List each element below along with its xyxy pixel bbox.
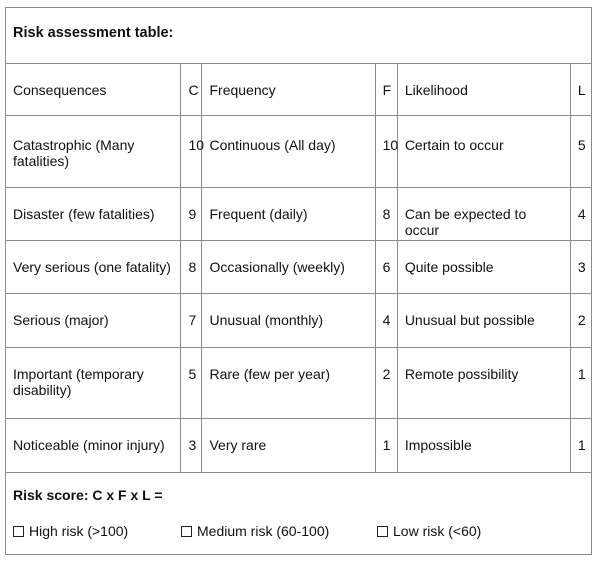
table-row <box>6 419 592 473</box>
frequency-cell: Rare (few per year) <box>202 348 375 419</box>
risk-table <box>5 63 592 473</box>
medium-risk-label: Medium risk (60-100) <box>197 523 330 539</box>
table-row <box>6 348 592 419</box>
header-likelihood: Likelihood <box>397 64 570 116</box>
table-row <box>6 294 592 348</box>
header-consequences: Consequences <box>6 64 181 116</box>
c-cell: 8 <box>181 241 202 294</box>
consequence-cell: Very serious (one fatality) <box>6 241 181 294</box>
risk-level-options <box>13 523 481 539</box>
l-cell: 1 <box>570 419 591 473</box>
c-cell: 3 <box>181 419 202 473</box>
consequence-cell: Serious (major) <box>6 294 181 348</box>
c-cell: 5 <box>181 348 202 419</box>
likelihood-cell: Remote possibility <box>397 348 570 419</box>
f-cell: 1 <box>375 419 397 473</box>
f-cell: 10 <box>375 116 397 188</box>
consequence-cell: Noticeable (minor injury) <box>6 419 181 473</box>
l-cell: 4 <box>570 188 591 241</box>
low-risk-label: Low risk (<60) <box>393 523 482 539</box>
medium-risk-option[interactable] <box>181 523 377 539</box>
c-cell: 9 <box>181 188 202 241</box>
checkbox-icon[interactable] <box>377 526 388 537</box>
checkbox-icon[interactable] <box>13 526 24 537</box>
c-cell: 10 <box>181 116 202 188</box>
f-cell: 6 <box>375 241 397 294</box>
table-row <box>6 241 592 294</box>
f-cell: 4 <box>375 294 397 348</box>
likelihood-cell: Can be expected to occur <box>397 188 570 241</box>
table-row <box>6 116 592 188</box>
l-cell: 5 <box>570 116 591 188</box>
f-cell: 2 <box>375 348 397 419</box>
header-l: L <box>570 64 591 116</box>
frequency-cell: Continuous (All day) <box>202 116 375 188</box>
header-frequency: Frequency <box>202 64 375 116</box>
low-risk-option[interactable] <box>377 523 481 539</box>
header-row <box>6 64 592 116</box>
l-cell: 3 <box>570 241 591 294</box>
likelihood-cell: Certain to occur <box>397 116 570 188</box>
header-c: C <box>181 64 202 116</box>
table-row <box>6 188 592 241</box>
frequency-cell: Occasionally (weekly) <box>202 241 375 294</box>
frequency-cell: Very rare <box>202 419 375 473</box>
c-cell: 7 <box>181 294 202 348</box>
high-risk-option[interactable] <box>13 523 181 539</box>
likelihood-cell: Impossible <box>397 419 570 473</box>
likelihood-cell: Quite possible <box>397 241 570 294</box>
frequency-cell: Unusual (monthly) <box>202 294 375 348</box>
risk-score-label: Risk score: C x F x L = <box>13 487 163 503</box>
l-cell: 2 <box>570 294 591 348</box>
high-risk-label: High risk (>100) <box>29 523 129 539</box>
checkbox-icon[interactable] <box>181 526 192 537</box>
header-f: F <box>375 64 397 116</box>
frequency-cell: Frequent (daily) <box>202 188 375 241</box>
l-cell: 1 <box>570 348 591 419</box>
consequence-cell: Disaster (few fatalities) <box>6 188 181 241</box>
likelihood-cell: Unusual but possible <box>397 294 570 348</box>
table-title: Risk assessment table: <box>13 25 174 41</box>
consequence-cell: Catastrophic (Many fatalities) <box>6 116 181 188</box>
f-cell: 8 <box>375 188 397 241</box>
consequence-cell: Important (temporary disability) <box>6 348 181 419</box>
